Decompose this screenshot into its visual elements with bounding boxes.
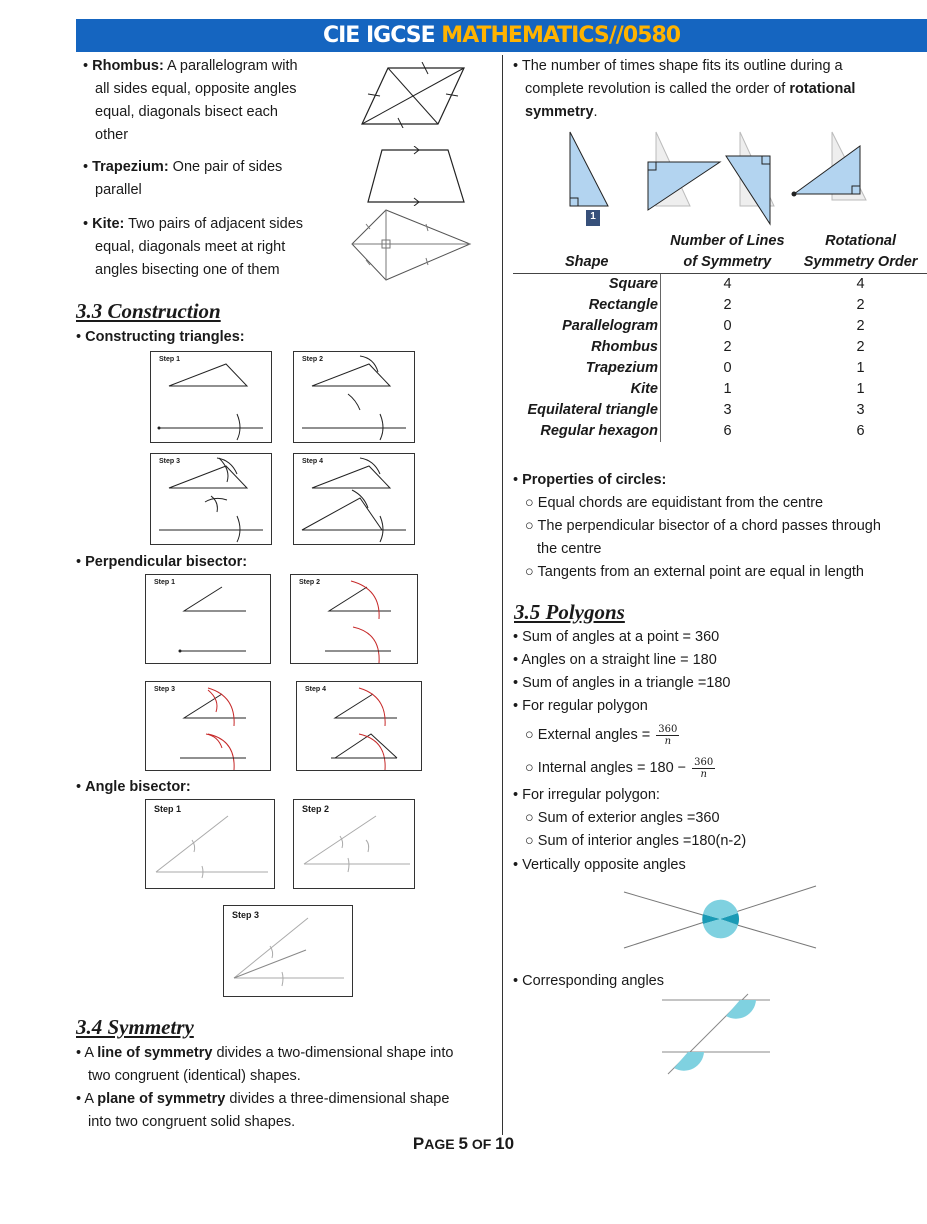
polygon-s2: Sum of interior angles =180(n-2) [537,833,747,849]
step-label: Step 3 [154,686,176,693]
plane-sym-post: divides a three-dimensional shape [225,1091,450,1107]
kite-term: Kite: [92,216,125,232]
constructing-triangles-label: • Constructing triangles: [76,329,245,345]
page-footer [0,1134,927,1154]
step-label: Step 1 [159,356,181,363]
table-cell-rotation: 1 [856,381,865,397]
circles-label: • Properties of circles: [513,472,667,488]
rotation-l2-term: rotational [789,81,856,97]
polygon-s1: Sum of exterior angles =360 [537,810,720,826]
line-sym-pre: A [84,1045,98,1061]
ext-frac-den: n [664,735,672,747]
table-header-rotation [794,231,927,274]
perp-step-4 [296,681,422,771]
corresponding-angles-diagram [660,992,772,1076]
symmetry-table [513,231,927,442]
rotation-l3-term: symmetry [525,104,594,120]
table-cell-rotation: 6 [856,423,865,439]
polygon-b2: Angles on a straight line = 180 [521,652,717,668]
table-cell-shape: Kite [513,379,661,400]
step-label: Step 4 [305,686,327,693]
table-cell-lines: 2 [723,339,732,355]
kite-diagram [350,208,474,284]
table-header-lines-l1: Number of Lines [670,233,785,249]
step-label: Step 4 [302,458,324,465]
rotation-l1: The number of times shape fits its outline during a [521,58,843,74]
step-label: Step 2 [299,579,321,586]
irregular-polygon: • For irregular polygon: [513,787,660,803]
table-row [513,379,927,400]
step-label: Step 2 [302,804,330,814]
internal-angles: ○ Internal angles = 180 − $\frac{360}{n}$ [525,756,714,780]
table-row [513,316,927,337]
rotation-l3-post: . [593,104,598,120]
table-cell-lines: 6 [723,423,732,439]
rhombus-desc-1: A parallelogram with [163,58,298,74]
step-label: Step 2 [302,356,324,363]
polygon-b1: Sum of angles at a point = 360 [522,629,720,645]
circles-label-text: Properties of circles: [522,472,667,488]
ext-label: External angles = [537,727,655,743]
table-row [513,400,927,421]
plane-sym-pre: A [84,1091,98,1107]
symmetry-table-body [513,274,927,443]
header-subject: MATHEMATICS//0580 [441,23,681,48]
kite-desc-2: equal, diagonals meet at right [95,239,286,255]
table-cell-lines: 1 [723,381,732,397]
table-cell-shape: Trapezium [513,358,661,379]
polygon-b5: For irregular polygon: [522,787,660,803]
rotation-l2-pre: complete revolution is called the order of [525,81,790,97]
table-cell-shape: Rhombus [513,337,661,358]
polygon-b3: Sum of angles in a triangle =180 [522,675,731,691]
table-cell-lines: 0 [723,318,732,334]
table-row [513,337,927,358]
table-row [513,358,927,379]
perp-step-1 [145,574,271,664]
table-row [513,274,927,296]
trapezium-desc-1: One pair of sides [168,159,283,175]
table-cell-rotation: 3 [856,402,865,418]
angle-bisector-text: Angle bisector: [85,779,191,795]
ext-frac-num: 360 [658,723,678,735]
circle-prop-2-l1: The perpendicular bisector of a chord passes through [537,518,881,534]
table-header-shape: Shape [513,231,661,274]
circle-properties: ○ Equal chords are equidistant from the centre ○ The perpendicular bisector of a chord passes through the centre ○ Tangents from an external point are equal in length [525,495,881,580]
angle-step-1 [145,799,275,889]
polygons-heading: 3.5 Polygons [514,600,625,624]
footer-of: OF [467,1136,496,1152]
rhombus-bullet: • Rhombus: A parallelogram with all sides equal, opposite angles equal, diagonals bisect each other [83,58,298,143]
kite-desc-1: Two pairs of adjacent sides [124,216,304,232]
int-fraction [692,757,715,780]
vertically-opposite-bullet: • Vertically opposite angles [513,857,686,873]
int-label: Internal angles = 180 − [537,760,691,776]
table-cell-shape: Equilateral triangle [513,400,661,421]
table-cell-lines: 0 [723,360,732,376]
step-label: Step 3 [159,458,181,465]
table-cell-rotation: 2 [856,339,865,355]
table-row [513,421,927,442]
corresponding-bullet: • Corresponding angles [513,973,664,989]
table-cell-shape: Parallelogram [513,316,661,337]
perp-bisector-label: • Perpendicular bisector: [76,554,248,570]
triangle-step-4 [293,453,415,545]
table-cell-rotation: 2 [856,318,865,334]
line-sym-l2: two congruent (identical) shapes. [88,1068,301,1084]
circle-prop-1: Equal chords are equidistant from the centre [537,495,824,511]
table-cell-rotation: 2 [856,297,865,313]
rotation-bullet: • The number of times shape fits its outline during a complete revolution is called the order of rotational symmetry. [513,58,856,120]
polygon-b6: Vertically opposite angles [522,857,686,873]
int-frac-den: n [700,768,707,780]
perp-step-3 [145,681,271,771]
table-cell-shape: Square [513,274,661,296]
step-label: Step 1 [154,804,182,814]
ext-fraction [656,724,679,747]
triangle-step-2 [293,351,415,443]
angle-step-3 [223,905,353,997]
kite-bullet: • Kite: Two pairs of adjacent sides equal, diagonals meet at right angles bisecting one of them [83,216,304,278]
constructing-triangles-text: Constructing triangles: [85,329,245,345]
polygon-b4: For regular polygon [522,698,648,714]
symmetry-heading: 3.4 Symmetry [76,1015,194,1039]
trapezium-desc-2: parallel [95,182,142,198]
table-header-rot-l1: Rotational [825,233,897,249]
circle-prop-2-l2: the centre [537,541,602,557]
table-row [513,295,927,316]
triangle-step-3 [150,453,272,545]
plane-symmetry-bullet: • A plane of symmetry divides a three-dimensional shape into two congruent solid shapes. [76,1091,450,1130]
construction-heading: 3.3 Construction [76,299,221,323]
angle-bisector-label: • Angle bisector: [76,779,191,795]
line-sym-term: line of symmetry [97,1045,213,1061]
rotation-diagram [560,126,880,230]
polygon-bullets: • Sum of angles at a point = 360 • Angles on a straight line = 180 • Sum of angles in a triangle =180 • For regular polygon [513,629,731,714]
perp-bisector-text: Perpendicular bisector: [85,554,248,570]
table-header-lines-l2: of Symmetry [683,254,772,270]
page-header [76,19,927,52]
table-cell-shape: Regular hexagon [513,421,661,442]
line-symmetry-bullet: • A line of symmetry divides a two-dimensional shape into two congruent (identical) shapes. [76,1045,454,1084]
rhombus-desc-4: other [95,127,129,143]
table-cell-lines: 4 [723,276,732,292]
table-cell-lines: 3 [723,402,732,418]
rhombus-desc-2: all sides equal, opposite angles [95,81,297,97]
header-course: CIE IGCSE [322,23,442,48]
plane-sym-l2: into two congruent solid shapes. [88,1114,296,1130]
angle-step-2 [293,799,415,889]
table-cell-lines: 2 [723,297,732,313]
line-sym-post: divides a two-dimensional shape into [212,1045,454,1061]
table-header-lines [661,231,795,274]
external-angles: ○ External angles = $\frac{360}{n}$ [525,723,678,747]
footer-total: 10 [495,1134,515,1153]
table-cell-rotation: 1 [856,360,865,376]
rotation-badge: 1 [590,211,596,222]
vertically-opposite-diagram [620,882,820,958]
trapezium-bullet: • Trapezium: One pair of sides parallel [83,159,283,198]
triangle-step-1 [150,351,272,443]
footer-age: AGE [424,1136,459,1152]
rhombus-desc-3: equal, diagonals bisect each [95,104,278,120]
plane-sym-term: plane of symmetry [97,1091,226,1107]
perp-step-2 [290,574,418,664]
table-header-rot-l2: Symmetry Order [803,254,918,270]
rhombus-term: Rhombus: [92,58,164,74]
circle-prop-3: Tangents from an external point are equal in length [537,564,864,580]
kite-desc-3: angles bisecting one of them [95,262,280,278]
step-label: Step 1 [154,579,176,586]
table-cell-shape: Rectangle [513,295,661,316]
table-cell-rotation: 4 [856,276,865,292]
irregular-subs: ○ Sum of exterior angles =360 ○ Sum of interior angles =180(n-2) [525,810,747,849]
trapezium-diagram [366,146,466,206]
column-divider [502,55,503,1135]
polygon-b7: Corresponding angles [522,973,664,989]
footer-page-num: 5 [458,1134,468,1153]
rhombus-diagram [360,62,468,128]
step-label: Step 3 [232,910,260,920]
trapezium-term: Trapezium: [92,159,169,175]
int-frac-num: 360 [694,756,714,768]
footer-p: P [412,1134,425,1153]
